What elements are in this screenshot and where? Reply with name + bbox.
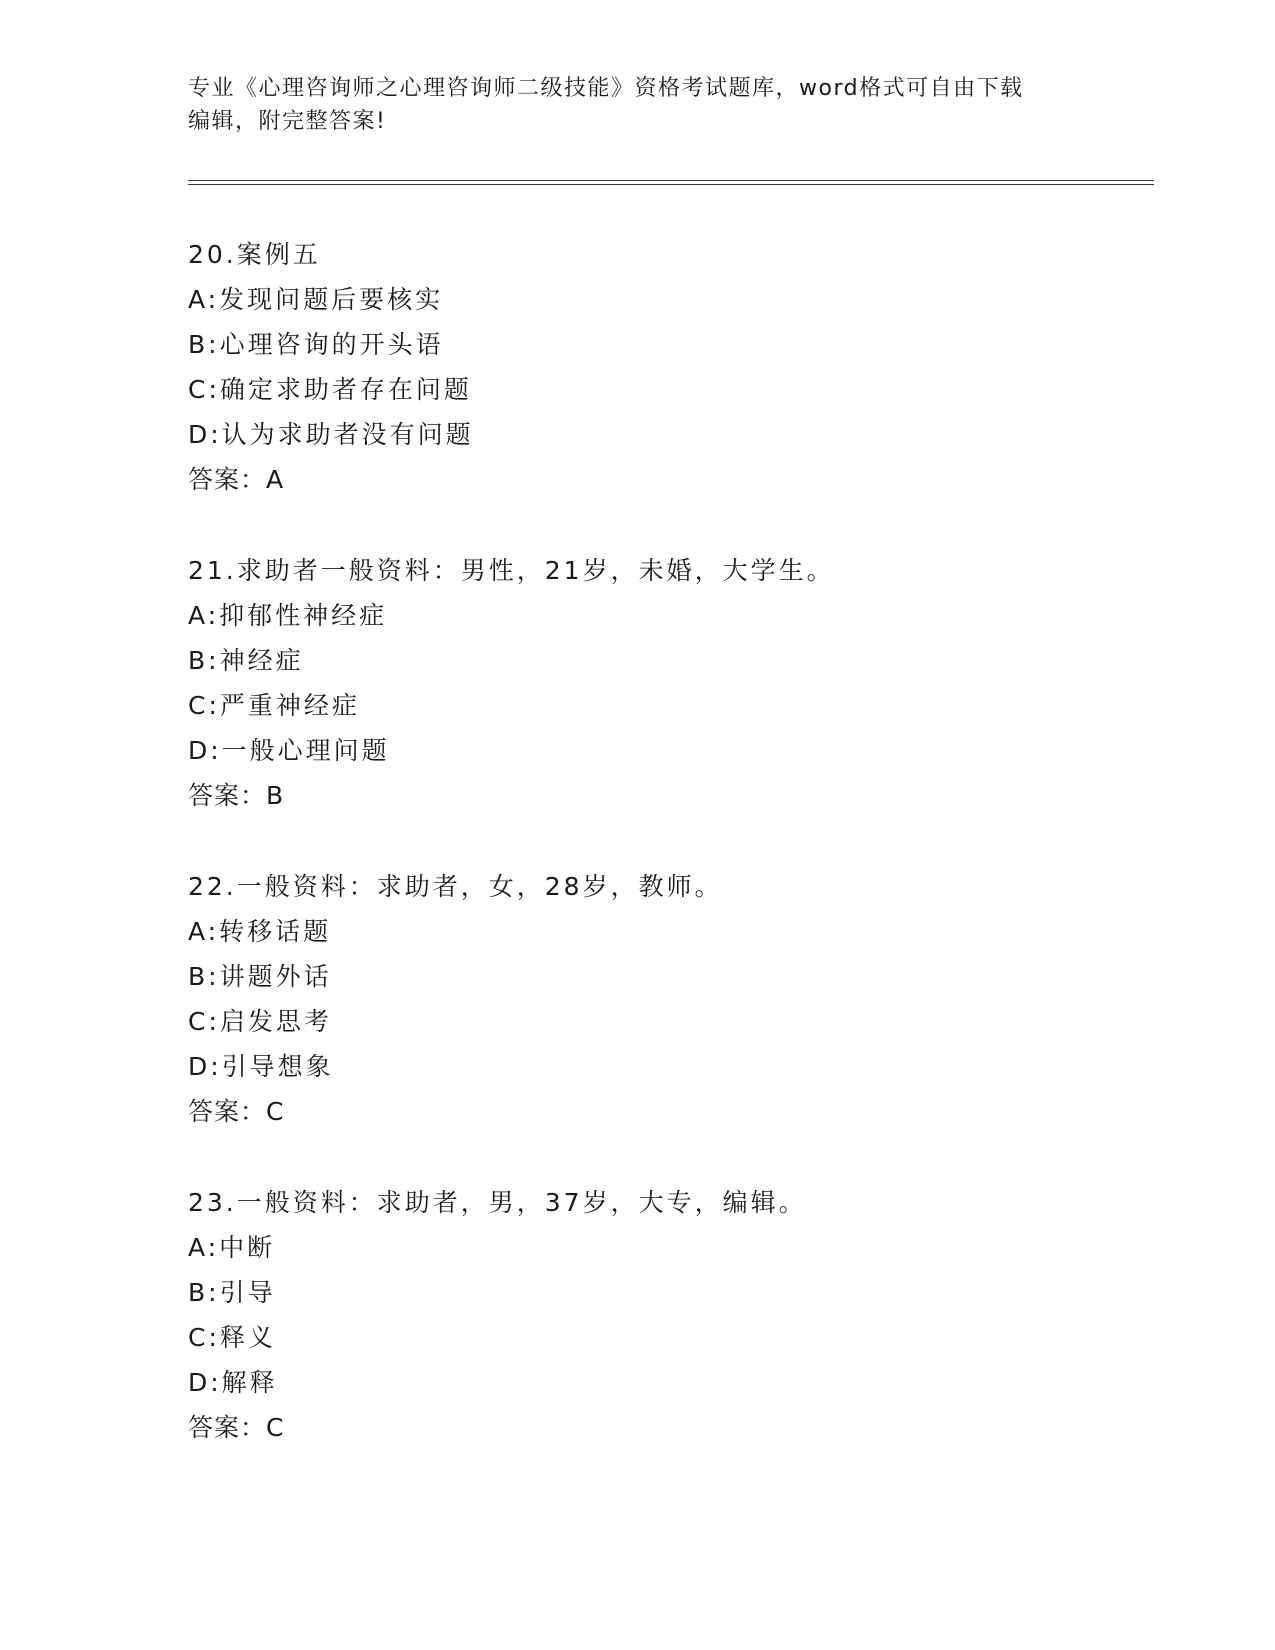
option-c: C:启发思考 [188,1007,332,1036]
question-stem: 23.一般资料：求助者，男，37岁，大专，编辑。 [188,1188,807,1217]
option-b: B:心理咨询的开头语 [188,330,444,359]
option-c: C:确定求助者存在问题 [188,375,472,404]
option-a: A:中断 [188,1233,276,1262]
question-stem: 20.案例五 [188,240,321,269]
option-c: C:释义 [188,1323,276,1352]
option-a: A:发现问题后要核实 [188,285,444,314]
option-d: D:引导想象 [188,1052,334,1081]
option-d: D:一般心理问题 [188,736,390,765]
question-stem: 21.求助者一般资料：男性，21岁，未婚，大学生。 [188,556,835,585]
option-d: D:认为求助者没有问题 [188,420,474,449]
header-line-1: 专业《心理咨询师之心理咨询师二级技能》资格考试题库，word格式可自由下载 [188,76,1024,101]
option-b: B:引导 [188,1278,276,1307]
option-b: B:神经症 [188,646,304,675]
option-a: A:转移话题 [188,917,332,946]
option-c: C:严重神经症 [188,691,360,720]
header-divider-bottom [188,184,1154,185]
header-line-2: 编辑，附完整答案! [188,109,387,134]
answer-line: 答案：C [188,1413,285,1442]
header-divider-top [188,180,1154,181]
question-stem: 22.一般资料：求助者，女，28岁，教师。 [188,872,723,901]
option-a: A:抑郁性神经症 [188,601,388,630]
option-b: B:讲题外话 [188,962,332,991]
document-header [188,72,1088,138]
option-d: D:解释 [188,1368,278,1397]
answer-line: 答案：C [188,1097,285,1126]
answer-line: 答案：B [188,781,285,810]
answer-line: 答案：A [188,465,285,494]
